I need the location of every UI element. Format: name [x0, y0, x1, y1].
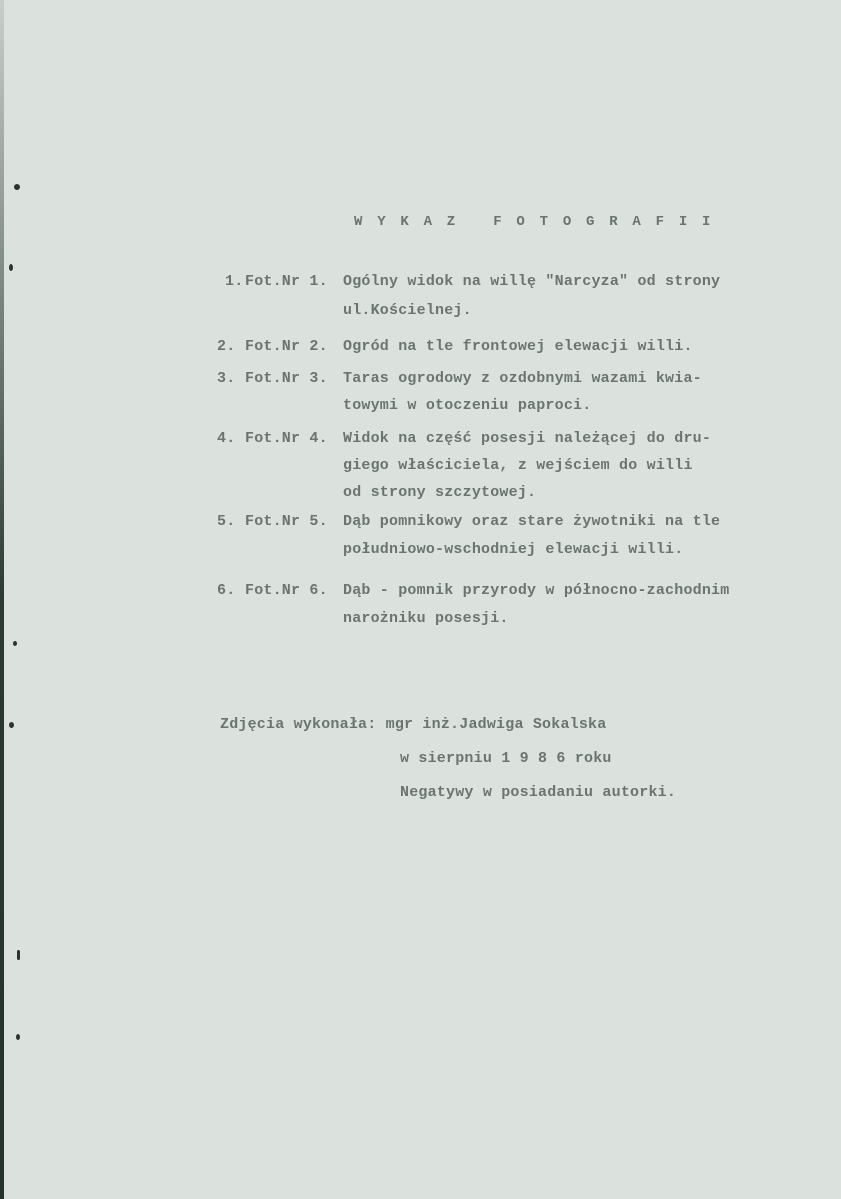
photo-ref: Fot.Nr 5. [245, 513, 328, 530]
document-page [4, 0, 841, 1199]
item-description: giego właściciela, z wejściem do willi [343, 457, 693, 474]
photo-ref: Fot.Nr 3. [245, 370, 328, 387]
item-number: 5. [217, 513, 236, 530]
item-description: od strony szczytowej. [343, 484, 537, 501]
item-description: Dąb - pomnik przyrody w północno-zachodnim [343, 582, 730, 599]
item-description: Ogólny widok na willę "Narcyza" od strony [343, 273, 721, 290]
photo-ref: Fot.Nr 4. [245, 430, 328, 447]
item-description: Taras ogrodowy z ozdobnymi wazami kwia- [343, 370, 702, 387]
item-description: ul.Kościelnej. [343, 302, 472, 319]
margin-mark [14, 184, 20, 190]
item-description: Dąb pomnikowy oraz stare żywotniki na tle [343, 513, 721, 530]
margin-mark [9, 722, 14, 728]
item-number: 4. [217, 430, 236, 447]
page-edge [0, 0, 4, 1199]
document-title: W Y K A Z F O T O G R A F I I [354, 214, 714, 230]
credits-negatives: Negatywy w posiadaniu autorki. [400, 784, 677, 801]
item-description: towymi w otoczeniu paproci. [343, 397, 592, 414]
margin-mark [16, 1034, 20, 1040]
photo-ref: Fot.Nr 2. [245, 338, 328, 355]
item-description: południowo-wschodniej elewacji willi. [343, 541, 684, 558]
item-number: 1. [225, 273, 244, 290]
item-number: 2. [217, 338, 236, 355]
item-number: 6. [217, 582, 236, 599]
margin-mark [13, 641, 17, 646]
credits-date: w sierpniu 1 9 8 6 roku [400, 750, 612, 767]
item-description: narożniku posesji. [343, 610, 509, 627]
credits-author: Zdjęcia wykonała: mgr inż.Jadwiga Sokalska [220, 716, 607, 733]
item-description: Widok na część posesji należącej do dru- [343, 430, 712, 447]
margin-mark [17, 950, 20, 960]
margin-mark [9, 264, 13, 271]
photo-ref: Fot.Nr 6. [245, 582, 328, 599]
item-number: 3. [217, 370, 236, 387]
photo-ref: Fot.Nr 1. [245, 273, 328, 290]
item-description: Ogród na tle frontowej elewacji willi. [343, 338, 693, 355]
